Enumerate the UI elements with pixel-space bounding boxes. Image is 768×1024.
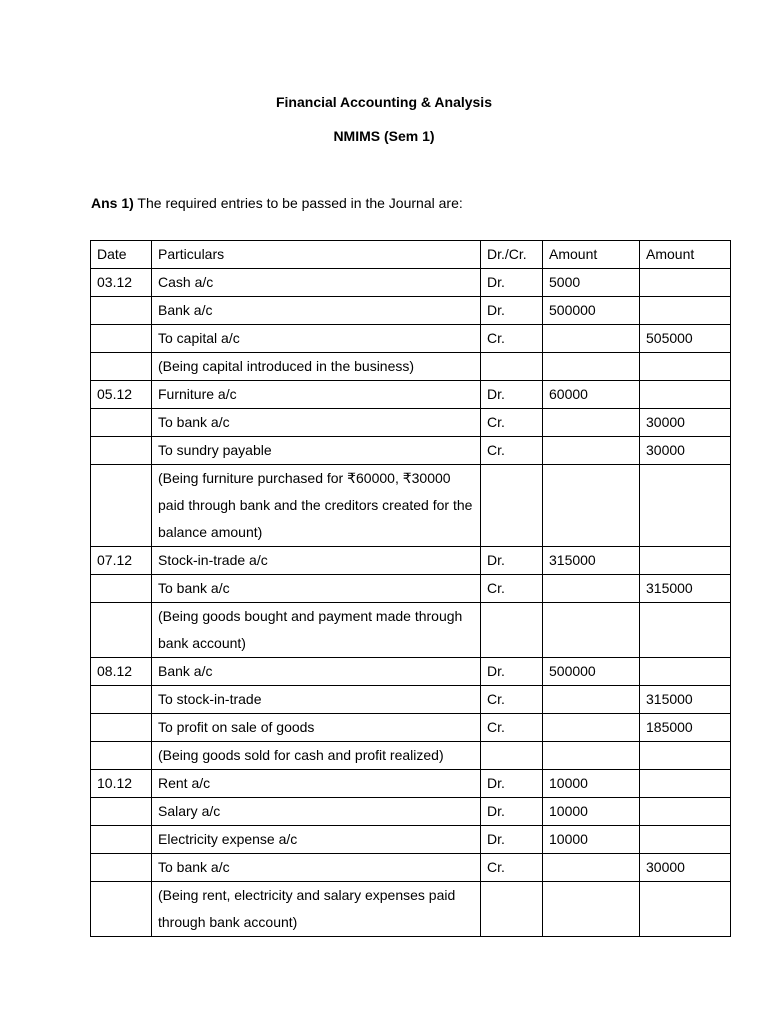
drcr-cell: Cr. (481, 437, 543, 465)
table-row (91, 269, 731, 297)
debit-amount-cell (543, 465, 640, 547)
date-cell (91, 325, 152, 353)
table-row (91, 658, 731, 686)
date-cell: 10.12 (91, 770, 152, 798)
table-row (91, 353, 731, 381)
debit-amount-cell (543, 325, 640, 353)
debit-amount-cell: 5000 (543, 269, 640, 297)
date-cell (91, 297, 152, 325)
drcr-cell: Dr. (481, 658, 543, 686)
date-cell (91, 575, 152, 603)
table-row (91, 826, 731, 854)
credit-amount-cell (640, 826, 731, 854)
credit-amount-cell: 30000 (640, 854, 731, 882)
drcr-cell (481, 882, 543, 937)
debit-amount-cell (543, 353, 640, 381)
debit-amount-cell (543, 686, 640, 714)
particulars-cell: (Being goods sold for cash and profit realized) (152, 742, 481, 770)
drcr-cell (481, 465, 543, 547)
table-row (91, 798, 731, 826)
table-row (91, 465, 731, 547)
drcr-cell: Cr. (481, 714, 543, 742)
drcr-cell: Dr. (481, 381, 543, 409)
drcr-cell (481, 353, 543, 381)
particulars-cell: To bank a/c (152, 575, 481, 603)
particulars-cell: To sundry payable (152, 437, 481, 465)
credit-amount-cell (640, 297, 731, 325)
particulars-cell: (Being capital introduced in the business) (152, 353, 481, 381)
table-row (91, 575, 731, 603)
date-cell (91, 437, 152, 465)
date-cell (91, 826, 152, 854)
drcr-cell: Cr. (481, 854, 543, 882)
journal-body (91, 269, 731, 937)
credit-amount-cell (640, 547, 731, 575)
date-cell (91, 409, 152, 437)
date-cell (91, 603, 152, 658)
table-row (91, 381, 731, 409)
particulars-cell: Furniture a/c (152, 381, 481, 409)
drcr-cell: Dr. (481, 770, 543, 798)
credit-amount-cell: 185000 (640, 714, 731, 742)
header-amount-debit: Amount (543, 241, 640, 269)
credit-amount-cell (640, 603, 731, 658)
date-cell: 03.12 (91, 269, 152, 297)
debit-amount-cell: 10000 (543, 770, 640, 798)
table-row (91, 409, 731, 437)
table-row (91, 297, 731, 325)
date-cell (91, 465, 152, 547)
debit-amount-cell (543, 854, 640, 882)
date-cell: 08.12 (91, 658, 152, 686)
header-date: Date (91, 241, 152, 269)
document-title: Financial Accounting & Analysis (275, 94, 492, 110)
table-row (91, 325, 731, 353)
credit-amount-cell: 30000 (640, 437, 731, 465)
credit-amount-cell: 315000 (640, 575, 731, 603)
particulars-cell: To profit on sale of goods (152, 714, 481, 742)
table-row (91, 547, 731, 575)
drcr-cell (481, 742, 543, 770)
date-cell (91, 686, 152, 714)
drcr-cell: Dr. (481, 826, 543, 854)
table-row (91, 854, 731, 882)
journal-table (90, 240, 731, 937)
debit-amount-cell: 10000 (543, 798, 640, 826)
drcr-cell: Dr. (481, 269, 543, 297)
credit-amount-cell: 505000 (640, 325, 731, 353)
credit-amount-cell (640, 353, 731, 381)
debit-amount-cell: 60000 (543, 381, 640, 409)
credit-amount-cell (640, 770, 731, 798)
table-row (91, 714, 731, 742)
particulars-cell: To capital a/c (152, 325, 481, 353)
credit-amount-cell (640, 658, 731, 686)
document-subtitle: NMIMS (Sem 1) (333, 128, 435, 144)
particulars-cell: (Being goods bought and payment made through bank account) (152, 603, 481, 658)
date-cell (91, 714, 152, 742)
debit-amount-cell (543, 575, 640, 603)
date-cell (91, 742, 152, 770)
credit-amount-cell (640, 882, 731, 937)
debit-amount-cell (543, 603, 640, 658)
debit-amount-cell (543, 714, 640, 742)
date-cell (91, 353, 152, 381)
debit-amount-cell (543, 437, 640, 465)
particulars-cell: To bank a/c (152, 854, 481, 882)
debit-amount-cell: 500000 (543, 297, 640, 325)
table-row (91, 437, 731, 465)
date-cell (91, 798, 152, 826)
particulars-cell: Cash a/c (152, 269, 481, 297)
particulars-cell: To stock-in-trade (152, 686, 481, 714)
particulars-cell: Bank a/c (152, 297, 481, 325)
answer-text: The required entries to be passed in the Journal are: (133, 195, 463, 211)
header-particulars: Particulars (152, 241, 481, 269)
table-header-row (91, 241, 731, 269)
debit-amount-cell (543, 409, 640, 437)
credit-amount-cell (640, 381, 731, 409)
particulars-cell: Rent a/c (152, 770, 481, 798)
drcr-cell: Dr. (481, 297, 543, 325)
date-cell (91, 882, 152, 937)
particulars-cell: Bank a/c (152, 658, 481, 686)
particulars-cell: Stock-in-trade a/c (152, 547, 481, 575)
answer-label: Ans 1) (91, 195, 134, 211)
particulars-cell: To bank a/c (152, 409, 481, 437)
header-drcr: Dr./Cr. (481, 241, 543, 269)
credit-amount-cell (640, 465, 731, 547)
drcr-cell: Dr. (481, 798, 543, 826)
credit-amount-cell (640, 798, 731, 826)
drcr-cell: Cr. (481, 325, 543, 353)
credit-amount-cell: 315000 (640, 686, 731, 714)
table-row (91, 882, 731, 937)
particulars-cell: Salary a/c (152, 798, 481, 826)
drcr-cell: Dr. (481, 547, 543, 575)
particulars-cell: (Being rent, electricity and salary expenses paid through bank account) (152, 882, 481, 937)
debit-amount-cell: 500000 (543, 658, 640, 686)
header-amount-credit: Amount (640, 241, 731, 269)
drcr-cell (481, 603, 543, 658)
drcr-cell: Cr. (481, 686, 543, 714)
debit-amount-cell: 10000 (543, 826, 640, 854)
debit-amount-cell (543, 882, 640, 937)
credit-amount-cell: 30000 (640, 409, 731, 437)
drcr-cell: Cr. (481, 575, 543, 603)
date-cell: 05.12 (91, 381, 152, 409)
table-row (91, 770, 731, 798)
table-row (91, 603, 731, 658)
particulars-cell: (Being furniture purchased for ₹60000, ₹30000 paid through bank and the creditors created for the balance amount) (152, 465, 481, 547)
credit-amount-cell (640, 269, 731, 297)
table-row (91, 742, 731, 770)
date-cell (91, 854, 152, 882)
answer-intro (91, 195, 463, 211)
table-row (91, 686, 731, 714)
date-cell: 07.12 (91, 547, 152, 575)
credit-amount-cell (640, 742, 731, 770)
particulars-cell: Electricity expense a/c (152, 826, 481, 854)
debit-amount-cell: 315000 (543, 547, 640, 575)
drcr-cell: Cr. (481, 409, 543, 437)
debit-amount-cell (543, 742, 640, 770)
